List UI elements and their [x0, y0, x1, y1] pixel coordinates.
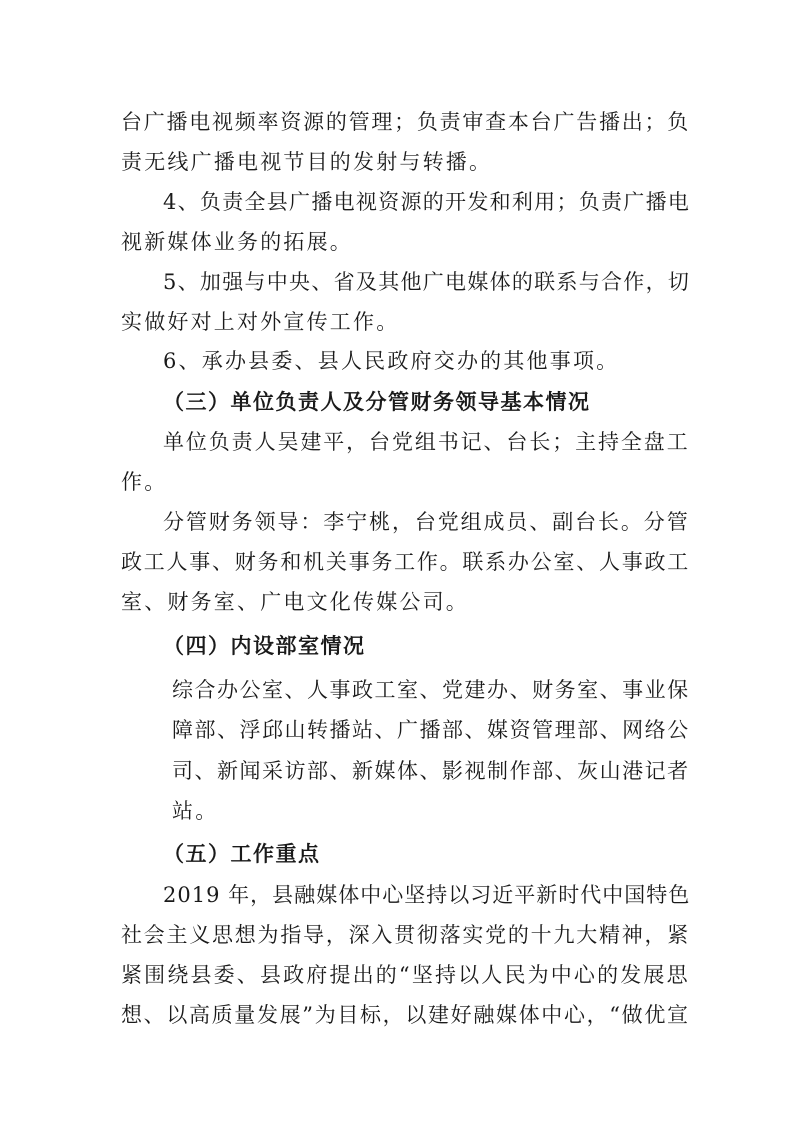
body-text-line: 单位负责人吴建平，台党组书记、台长；主持全盘工 [163, 430, 690, 454]
body-text-line: 综合办公室、人事政工室、党建办、财务室、事业保 [172, 678, 690, 702]
body-text-line: 站。 [172, 799, 219, 823]
body-text-line: 6、承办县委、县人民政府交办的其他事项。 [163, 349, 620, 373]
body-text-line: 司、新闻采访部、新媒体、影视制作部、灰山港记者 [172, 759, 690, 783]
body-text-line: 责无线广播电视节目的发射与转播。 [121, 150, 493, 174]
body-text-line: 想、以高质量发展”为目标，以建好融媒体中心，“做优宣 [121, 1003, 690, 1027]
body-text-line: 2019 年，县融媒体中心坚持以习近平新时代中国特色 [163, 883, 691, 907]
body-text-line: 视新媒体业务的拓展。 [121, 230, 353, 254]
body-text-line: 社会主义思想为指导，深入贯彻落实党的十九大精神，紧 [121, 923, 690, 947]
body-text-line: 实做好对上对外宣传工作。 [121, 310, 400, 334]
body-text-line: 4、负责全县广播电视资源的开发和利用；负责广播电 [163, 190, 691, 214]
body-text-line: 分管财务领导：李宁桃，台党组成员、副台长。分管 [163, 510, 690, 534]
body-text-line: 台广播电视频率资源的管理；负责审查本台广告播出；负 [121, 110, 690, 134]
section-heading-three: （三）单位负责人及分管财务领导基本情况 [163, 390, 591, 414]
body-text-line: 作。 [121, 470, 168, 494]
body-text-line: 5、加强与中央、省及其他广电媒体的联系与合作，切 [163, 270, 691, 294]
body-text-line: 紧围绕县委、县政府提出的“坚持以人民为中心的发展思 [121, 963, 690, 987]
body-text-line: 室、财务室、广电文化传媒公司。 [121, 590, 469, 614]
section-heading-four: （四）内设部室情况 [163, 634, 366, 658]
section-heading-five: （五）工作重点 [163, 842, 321, 866]
body-text-line: 障部、浮邱山转播站、广播部、媒资管理部、网络公 [172, 718, 690, 742]
body-text-line: 政工人事、财务和机关事务工作。联系办公室、人事政工 [121, 550, 690, 574]
